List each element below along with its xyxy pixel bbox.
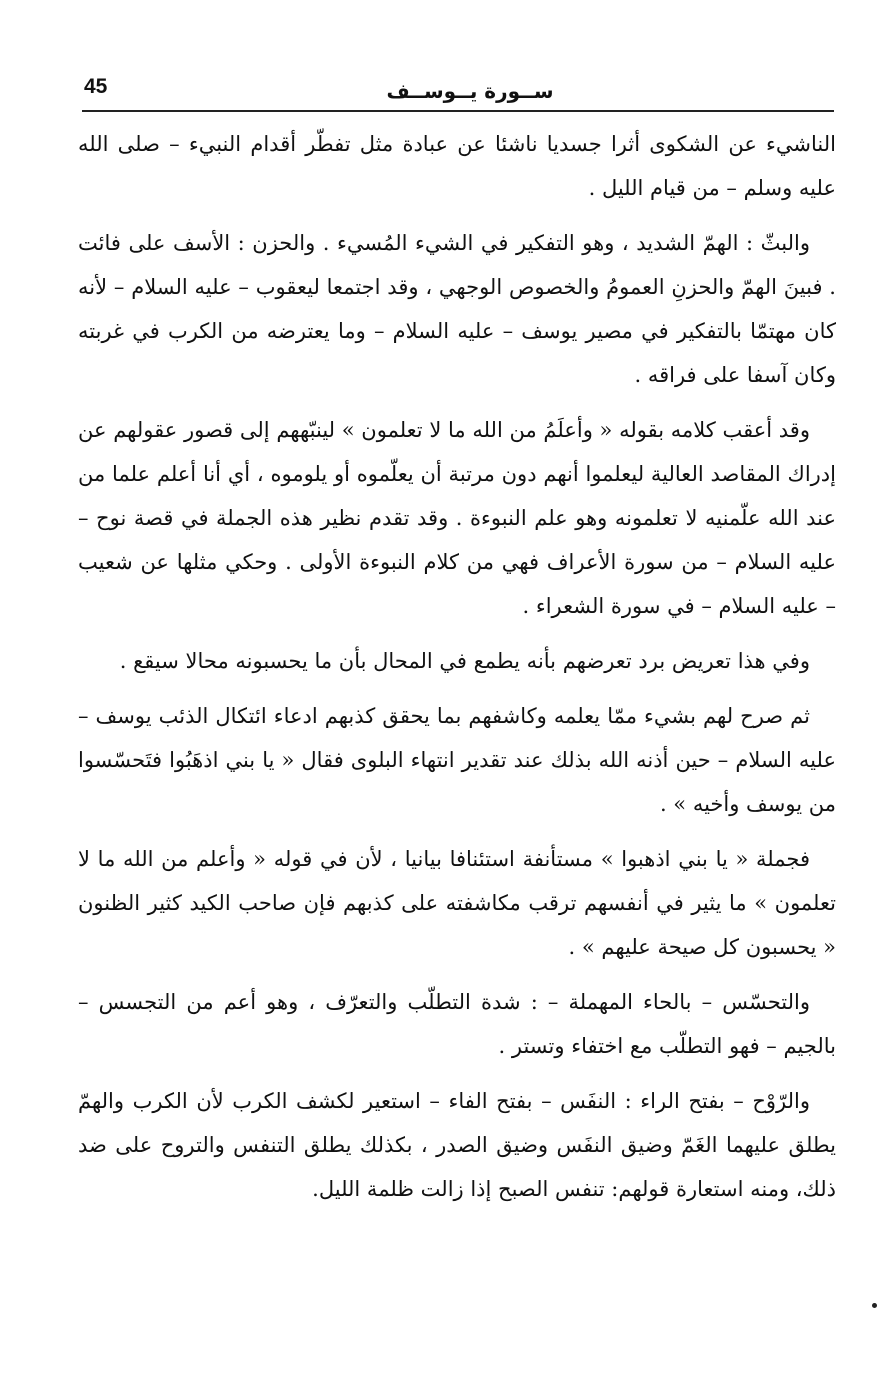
scan-speck <box>872 1303 877 1308</box>
paragraph-8: والرّوْح – بفتح الراء : النفَس – بفتح الفاء – استعير لكشف الكرب لأن الكرب والهمّ يطلق عليهما الغَمّ وضيق النفَس وضيق الصدر ، بكذلك يطلق التنفس والتروح على ضد ذلك، ومنه استعارة قولهم: تنفس الصبح إذا زالت ظلمة الليل. <box>78 1089 836 1201</box>
paragraph-3: وقد أعقب كلامه بقوله « وأعلَمُ من الله ما لا تعلمون » لينبّههم إلى قصور عقولهم عن إدراك المقاصد العالية ليعلموا أنهم دون مرتبة أن يعلّموه أو يلوموه ، أي أنا أعلم علما من عند الله علّمنيه لا تعلمونه وهو علم النبوءة . وقد تقدم نظير هذه الجملة في قصة نوح – عليه السلام – من سورة الأعراف فهي من كلام النبوءة الأولى . وحكي مثلها عن شعيب – عليه السلام – في سورة الشعراء . <box>78 418 836 618</box>
page-number: 45 <box>84 75 108 98</box>
paragraph-6: فجملة « يا بني اذهبوا » مستأنفة استئنافا بيانيا ، لأن في قوله « وأعلم من الله ما لا تعلمون » ما يثير في أنفسهم ترقب مكاشفته على كذبهم فإن صاحب الكيد كثير الظنون « يحسبون كل صيحة عليهم » . <box>78 847 836 959</box>
paragraph-1: الناشيء عن الشكوى أثرا جسديا ناشئا عن عبادة مثل تفطّر أقدام النبيء – صلى الله عليه وسلم – من قيام الليل . <box>78 132 836 200</box>
body-text <box>78 122 836 1222</box>
paragraph-7: والتحسّس – بالحاء المهملة – : شدة التطلّب والتعرّف ، وهو أعم من التجسس – بالجيم – فهو التطلّب مع اختفاء وتستر . <box>78 990 836 1058</box>
paragraph-5: ثم صرح لهم بشيء ممّا يعلمه وكاشفهم بما يحقق كذبهم ادعاء ائتكال الذئب يوسف – عليه السلام – حين أذنه الله بذلك عند تقدير انتهاء البلوى فقال « يا بني اذهَبُوا فتَحسّسوا من يوسف وأخيه » . <box>78 704 836 816</box>
running-title: ســورة يــوســف <box>386 79 554 103</box>
paragraph-2: والبثّ : الهمّ الشديد ، وهو التفكير في الشيء المُسيء . والحزن : الأسف على فائت . فبينَ الهمّ والحزنِ العمومُ والخصوص الوجهي ، وقد اجتمعا ليعقوب – عليه السلام – لأنه كان مهتمّا بالتفكير في مصير يوسف – عليه السلام – وما يعترضه من الكرب في غربته وكان آسفا على فراقه . <box>78 231 836 387</box>
header-rule <box>82 110 834 112</box>
paragraph-4: وفي هذا تعريض برد تعرضهم بأنه يطمع في المحال بأن ما يحسبونه محالا سيقع . <box>119 649 810 673</box>
